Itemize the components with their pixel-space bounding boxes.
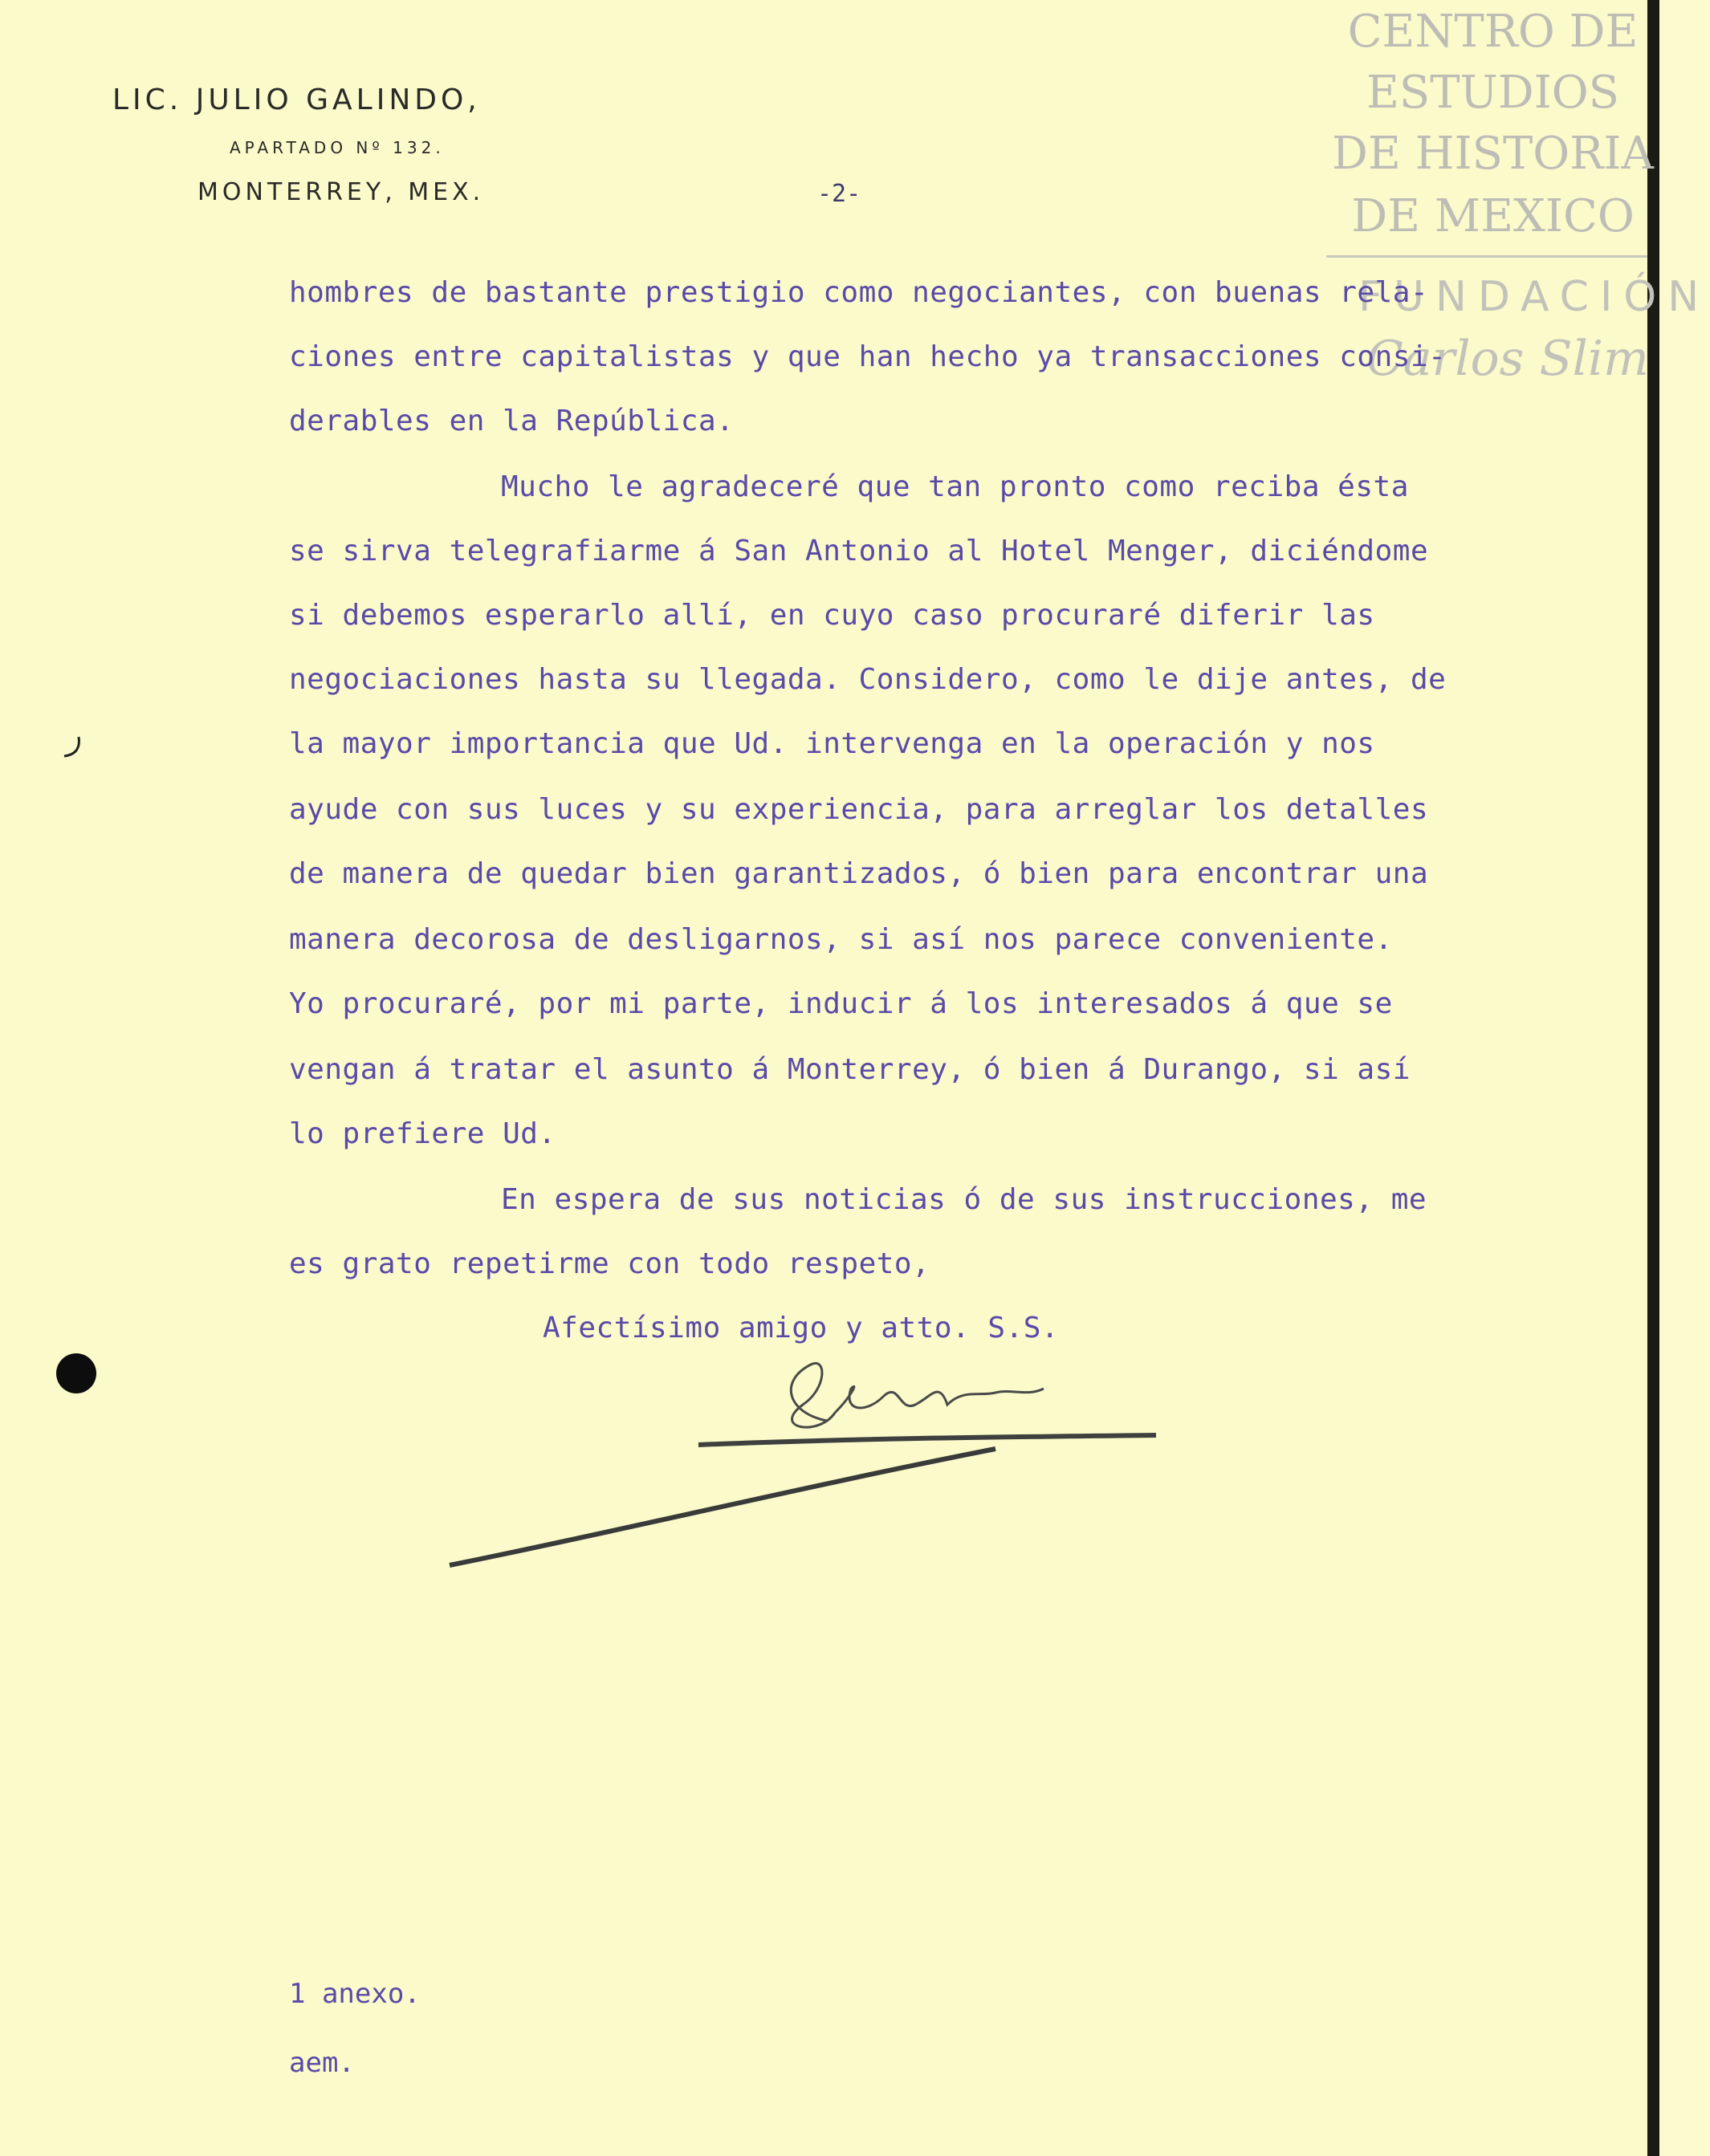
body-line-7: negociaciones hasta su llegada. Considero, como le dije antes, de — [289, 663, 1447, 696]
body-line-11: manera decorosa de desligarnos, si así nos parece conveniente. — [289, 923, 1393, 956]
body-line-10: de manera de quedar bien garantizados, ó bien para encontrar una — [289, 857, 1429, 890]
letterhead-address: APARTADO Nº 132. — [230, 138, 445, 157]
body-line-16: es grato repetirme con todo respeto, — [289, 1247, 930, 1280]
stamp-rule — [1326, 255, 1647, 258]
body-line-12: Yo procuraré, por mi parte, inducir á los interesados á que se — [289, 987, 1393, 1020]
margin-tick — [61, 735, 85, 759]
body-line-9: ayude con sus luces y su experiencia, para arreglar los detalles — [289, 793, 1429, 826]
body-line-13: vengan á tratar el asunto á Monterrey, ó bien á Durango, si así — [289, 1053, 1411, 1086]
stamp-line-1: CENTRO DE — [1347, 6, 1639, 58]
stamp-line-4: DE MEXICO — [1351, 190, 1635, 242]
closing-salutation: Afectísimo amigo y atto. S.S. — [543, 1312, 1060, 1344]
body-line-4: Mucho le agradeceré que tan pronto como reciba ésta — [501, 470, 1409, 503]
stamp-line-2: ESTUDIOS — [1366, 67, 1620, 119]
stamp-line-3: DE HISTORIA — [1332, 128, 1654, 180]
body-line-1: hombres de bastante prestigio como negociantes, con buenas rela- — [289, 276, 1429, 309]
signature — [450, 1349, 1172, 1573]
body-line-5: se sirva telegrafiarme á San Antonio al Hotel Menger, diciéndome — [289, 535, 1429, 567]
enclosure-note: 1 anexo. — [289, 1978, 421, 2010]
punch-hole — [56, 1353, 96, 1393]
letterhead-city: MONTERREY, MEX. — [197, 178, 485, 206]
letterhead-name: LIC. JULIO GALINDO, — [112, 83, 481, 116]
body-line-14: lo prefiere Ud. — [289, 1117, 556, 1150]
typist-initials: aem. — [289, 2047, 355, 2079]
stamp-line-6: Carlos Slim — [1366, 331, 1649, 387]
body-line-6: si debemos esperarlo allí, en cuyo caso procuraré diferir las — [289, 599, 1375, 632]
stamp-line-5: FUNDACIÓN — [1358, 273, 1710, 321]
body-line-15: En espera de sus noticias ó de sus instrucciones, me — [501, 1183, 1427, 1216]
page-number: -2- — [817, 180, 861, 208]
body-line-8: la mayor importancia que Ud. intervenga en la operación y nos — [289, 727, 1375, 760]
body-line-2: ciones entre capitalistas y que han hecho ya transacciones consi- — [289, 340, 1447, 373]
body-line-3: derables en la República. — [289, 405, 735, 437]
